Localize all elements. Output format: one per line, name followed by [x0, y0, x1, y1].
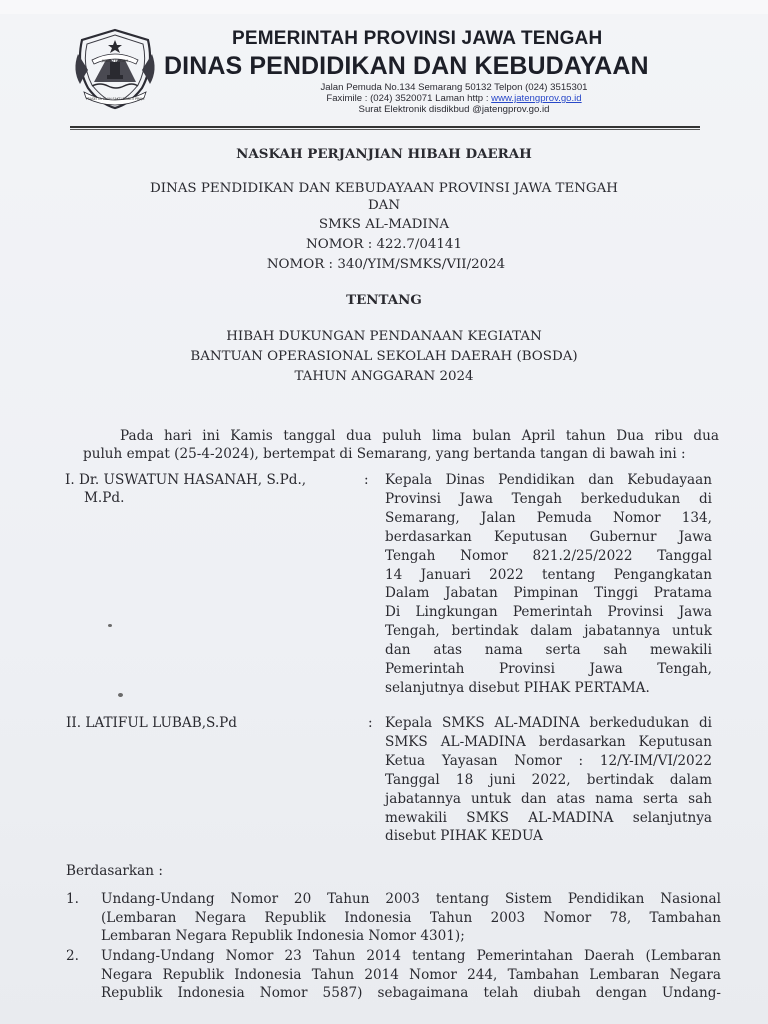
letterhead-fax-line: [0, 93, 768, 104]
subject-line-2: BANTUAN OPERASIONAL SEKOLAH DAERAH (BOSDA): [190, 349, 578, 364]
party2-desc-line: SMKS AL-MADINA berdasarkan Keputusan: [385, 733, 712, 750]
list-item-2: [101, 947, 721, 1003]
party2-desc-line: jabatannya untuk dan atas nama serta sah: [385, 790, 712, 807]
seal-motto-text: PRASETYA ULAH SAKTI BHAKTI PRAJA: [85, 97, 145, 101]
scan-top-edge: [0, 0, 768, 14]
list-item-1: [101, 890, 721, 946]
opening-line-2: puluh empat (25-4-2024), bertempat di Semarang, yang bertanda tangan di bawah ini :: [83, 446, 686, 462]
list-number-1: 1.: [66, 891, 79, 907]
subject-line-3: TAHUN ANGGARAN 2024: [294, 369, 474, 384]
party-header-line-3: SMKS AL-MADINA: [318, 217, 450, 232]
party2-desc-line: disebut PIHAK KEDUA: [385, 828, 543, 845]
party1-desc-line: Pemerintah Provinsi Jawa Tengah,: [385, 661, 712, 678]
list-number-2: 2.: [66, 948, 79, 964]
party1-desc-line: berdasarkan Keputusan Gubernur Jawa: [385, 528, 712, 545]
party1-name-line-1: I. Dr. USWATUN HASANAH, S.Pd.,: [65, 472, 307, 488]
party-header-line-2: DAN: [367, 198, 401, 213]
list-item-line: Lembaran Negara Republik Indonesia Nomor 4301);: [101, 928, 465, 945]
party1-desc-line: selanjutnya disebut PIHAK PERTAMA.: [385, 679, 650, 696]
party-header-line-1: DINAS PENDIDIKAN DAN KEBUDAYAAN PROVINSI JAWA TENGAH: [150, 181, 618, 196]
opening-line-1: Pada hari ini Kamis tanggal dua puluh lima bulan April tahun Dua ribu dua: [120, 428, 719, 444]
party2-description: [385, 714, 712, 846]
scan-speck: [118, 693, 123, 697]
list-item-line: Negara Republik Indonesia Tahun 2014 Nomor 244, Tambahan Lembaran Negara: [101, 966, 721, 983]
letterhead-fax: Faximile : (024) 3520071 Laman http :: [326, 93, 492, 104]
letterhead-address: Jalan Pemuda No.134 Semarang 50132 Telpon (024) 3515301: [320, 82, 588, 93]
party-header-line-4: NOMOR : 422.7/04141: [306, 237, 462, 252]
list-item-line: (Lembaran Negara Republik Indonesia Tahun 2003 Nomor 78, Tambahan: [101, 909, 721, 926]
party1-desc-line: Tengah Nomor 821.2/25/2022 Tanggal: [385, 547, 712, 564]
list-item-line: Republik Indonesia Nomor 5587) sebagaimana telah diubah dengan Undang-: [101, 985, 721, 1002]
tentang-heading: TENTANG: [346, 292, 422, 308]
party1-desc-line: Di Lingkungan Pemerintah Provinsi Jawa: [385, 604, 712, 621]
party1-desc-line: Tengah, bertindak dalam jabatannya untuk: [385, 623, 712, 640]
party2-desc-line: Ketua Yayasan Nomor : 12/Y-IM/VI/2022: [385, 752, 712, 769]
party1-description: [385, 471, 712, 698]
letterhead-agency: DINAS PENDIDIKAN DAN KEBUDAYAAN: [164, 52, 649, 80]
list-item-line: Undang-Undang Nomor 23 Tahun 2014 tentang Pemerintahan Daerah (Lembaran: [101, 948, 721, 964]
party1-desc-line: dan atas nama serta sah mewakili: [385, 642, 712, 659]
party1-desc-line: Dalam Jabatan Pimpinan Tinggi Pratama: [385, 585, 712, 602]
scan-speck: [108, 624, 112, 627]
party2-desc-line: Tanggal 18 juni 2022, bertindak dalam: [385, 771, 712, 788]
party2-desc-line: mewakili SMKS AL-MADINA selanjutnya: [385, 809, 712, 826]
party1-name-line-2: M.Pd.: [84, 490, 125, 506]
letterhead-email: Surat Elektronik disdikbud @jatengprov.go.id: [358, 104, 550, 115]
letterhead-rule-thin: [70, 129, 700, 130]
party1-desc-line: 14 Januari 2022 tentang Pengangkatan: [385, 566, 712, 583]
party2-name: II. LATIFUL LUBAB,S.Pd: [66, 715, 238, 731]
party1-desc-line: Semarang, Jalan Pemuda Nomor 134,: [385, 509, 712, 526]
website-link[interactable]: www.jatengprov.go.id: [491, 93, 582, 104]
berdasarkan-label: Berdasarkan :: [66, 863, 163, 879]
letterhead-rule-thick: [70, 126, 700, 128]
party1-desc-line: Kepala Dinas Pendidikan dan Kebudayaan: [385, 472, 712, 488]
document-title: NASKAH PERJANJIAN HIBAH DAERAH: [236, 146, 532, 162]
party1-colon: :: [364, 472, 369, 488]
party1-desc-line: Provinsi Jawa Tengah berkedudukan di: [385, 490, 712, 507]
party-header-line-5: NOMOR : 340/YIM/SMKS/VII/2024: [266, 257, 506, 272]
party2-colon: :: [368, 715, 373, 731]
list-item-line: Undang-Undang Nomor 20 Tahun 2003 tentang Sistem Pendidikan Nasional: [101, 891, 721, 907]
party2-desc-line: Kepala SMKS AL-MADINA berkedudukan di: [385, 715, 712, 731]
subject-line-1: HIBAH DUKUNGAN PENDANAAN KEGIATAN: [226, 329, 542, 344]
seal-banner-text: JAWA TENGAH: [101, 58, 129, 63]
letterhead-government: PEMERINTAH PROVINSI JAWA TENGAH: [232, 28, 603, 49]
